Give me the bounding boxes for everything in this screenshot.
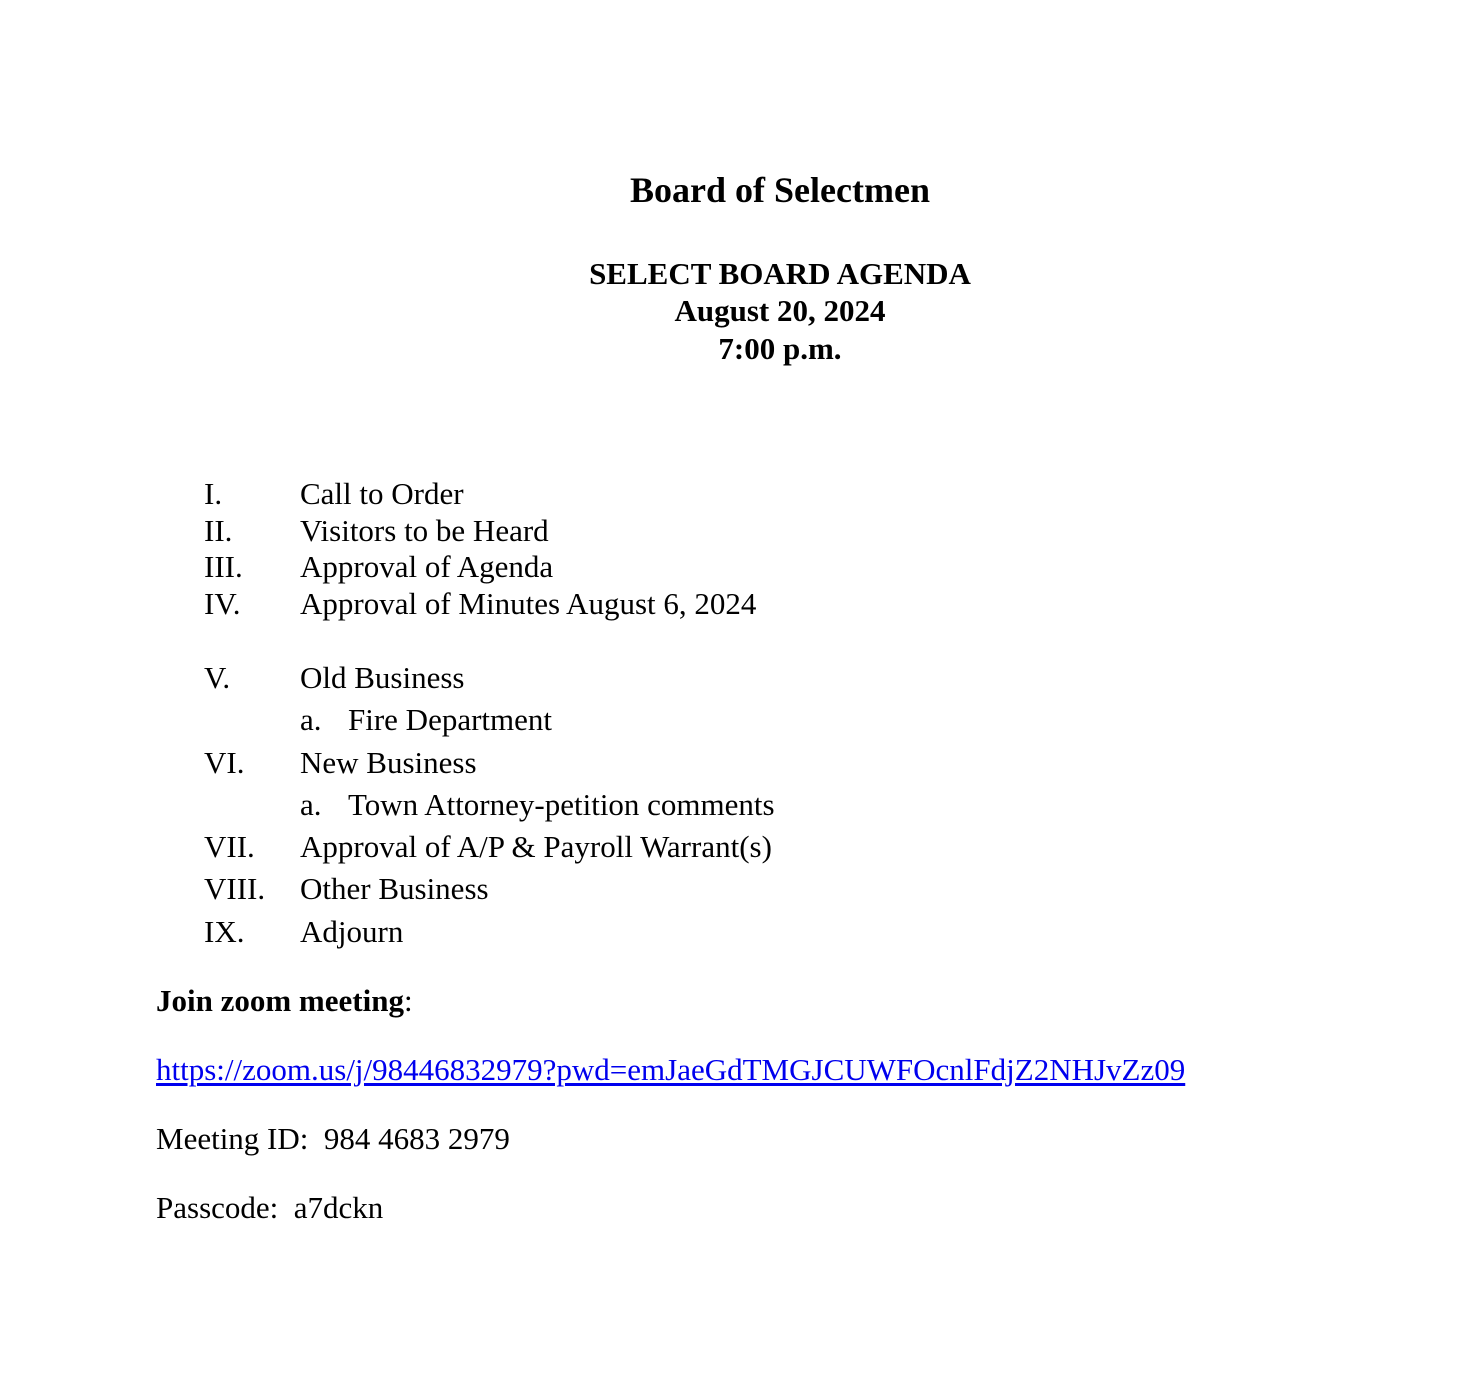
- passcode-line: [156, 1190, 383, 1226]
- agenda-subitem-letter: a.: [300, 787, 322, 822]
- agenda-item-label: Visitors to be Heard: [300, 513, 549, 548]
- passcode-label: Passcode:: [156, 1190, 279, 1225]
- zoom-join-heading: [156, 983, 413, 1019]
- agenda-item-number: VIII.: [204, 871, 266, 906]
- board-title: Board of Selectmen: [630, 170, 930, 210]
- agenda-item-number: I.: [204, 476, 223, 511]
- agenda-item-label: Adjourn: [300, 914, 404, 949]
- agenda-item-label: Approval of A/P & Payroll Warrant(s): [300, 829, 772, 864]
- zoom-join-label: Join zoom meeting: [156, 983, 404, 1018]
- agenda-item-label: Other Business: [300, 871, 489, 906]
- agenda-item-label: New Business: [300, 745, 477, 780]
- meeting-id-line: [156, 1121, 510, 1157]
- agenda-heading: SELECT BOARD AGENDA: [589, 256, 971, 291]
- agenda-item-number: IX.: [204, 914, 245, 949]
- agenda-item-number: II.: [204, 513, 233, 548]
- agenda-item-label: Approval of Minutes August 6, 2024: [300, 586, 757, 621]
- agenda-item-number: III.: [204, 549, 243, 584]
- agenda-item-number: VII.: [204, 829, 255, 864]
- meeting-id-label: Meeting ID:: [156, 1121, 309, 1156]
- zoom-join-colon: :: [403, 983, 413, 1018]
- agenda-item-label: Call to Order: [300, 476, 464, 511]
- zoom-meeting-link[interactable]: https://zoom.us/j/98446832979?pwd=emJaeGdTMGJCUWFOcnlFdjZ2NHJvZz09: [156, 1052, 1186, 1087]
- agenda-subitem-label: Town Attorney-petition comments: [348, 787, 775, 822]
- meeting-id-value: 984 4683 2979: [323, 1121, 510, 1156]
- zoom-link-line: [156, 1052, 1185, 1088]
- agenda-item-number: V.: [204, 660, 231, 695]
- agenda-item-label: Approval of Agenda: [300, 549, 554, 584]
- agenda-subitem-label: Fire Department: [348, 702, 553, 737]
- passcode-value: a7dckn: [293, 1190, 384, 1225]
- agenda-item-label: Old Business: [300, 660, 465, 695]
- agenda-time: 7:00 p.m.: [718, 331, 842, 366]
- agenda-date: August 20, 2024: [674, 293, 886, 328]
- agenda-item-number: IV.: [204, 586, 241, 621]
- agenda-item-number: VI.: [204, 745, 245, 780]
- agenda-subitem-letter: a.: [300, 702, 322, 737]
